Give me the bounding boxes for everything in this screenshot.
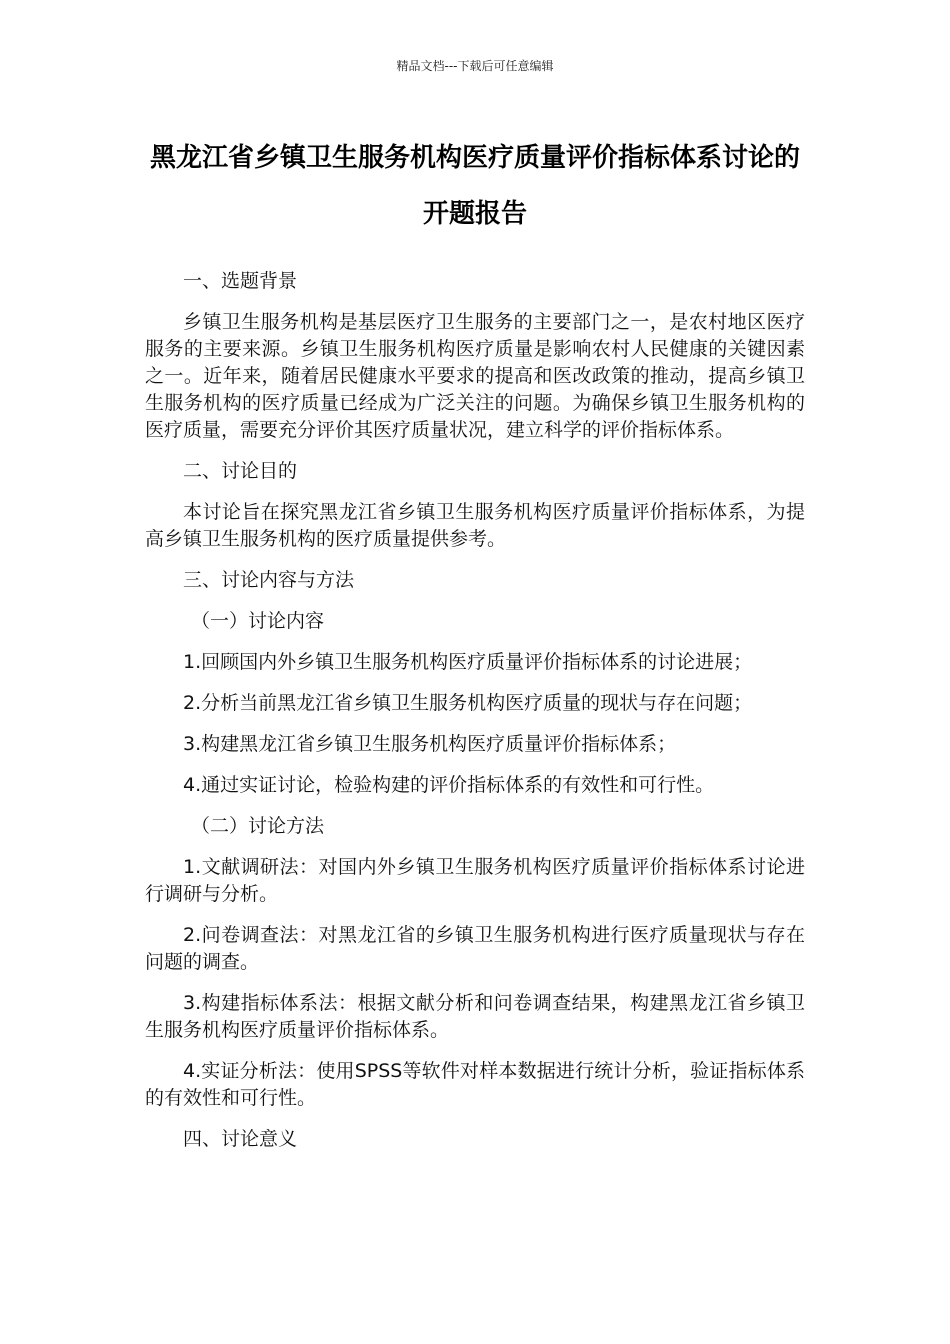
content-item: 3.构建黑龙江省乡镇卫生服务机构医疗质量评价指标体系； bbox=[183, 733, 677, 755]
subheading-methods: （二）讨论方法 bbox=[191, 815, 325, 837]
section-heading-content-methods: 三、讨论内容与方法 bbox=[183, 569, 355, 591]
method-item: 1.文献调研法：对国内外乡镇卫生服务机构医疗质量评价指标体系讨论进行调研与分析。 bbox=[145, 856, 805, 905]
document-title: 黑龙江省乡镇卫生服务机构医疗质量评价指标体系讨论的开题报告 bbox=[149, 143, 800, 229]
method-item: 2.问卷调查法：对黑龙江省的乡镇卫生服务机构进行医疗质量现状与存在问题的调查。 bbox=[145, 924, 805, 973]
section-heading-purpose: 二、讨论目的 bbox=[183, 460, 298, 482]
content-item: 1.回顾国内外乡镇卫生服务机构医疗质量评价指标体系的讨论进展； bbox=[183, 651, 753, 673]
header-note: 精品文档---下载后可任意编辑 bbox=[396, 59, 554, 73]
purpose-paragraph: 本讨论旨在探究黑龙江省乡镇卫生服务机构医疗质量评价指标体系，为提高乡镇卫生服务机构的医疗质量提供参考。 bbox=[145, 501, 805, 550]
method-item: 4.实证分析法：使用SPSS等软件对样本数据进行统计分析，验证指标体系的有效性和可行性。 bbox=[145, 1060, 805, 1109]
content-item: 2.分析当前黑龙江省乡镇卫生服务机构医疗质量的现状与存在问题； bbox=[183, 692, 753, 714]
section-heading-significance: 四、讨论意义 bbox=[183, 1128, 298, 1150]
document-body bbox=[145, 268, 805, 1167]
section-heading-background: 一、选题背景 bbox=[183, 270, 298, 292]
subheading-content: （一）讨论内容 bbox=[191, 610, 325, 632]
content-item: 4.通过实证讨论，检验构建的评价指标体系的有效性和可行性。 bbox=[183, 774, 715, 796]
background-paragraph: 乡镇卫生服务机构是基层医疗卫生服务的主要部门之一，是农村地区医疗服务的主要来源。乡镇卫生服务机构医疗质量是影响农村人民健康的关键因素之一。近年来，随着居民健康水平要求的提高和医改政策的推动，提高乡镇卫生服务机构的医疗质量已经成为广泛关注的问题。为确保乡镇卫生服务机构的医疗质量，需要充分评价其医疗质量状况，建立科学的评价指标体系。 bbox=[145, 311, 805, 441]
method-item: 3.构建指标体系法：根据文献分析和问卷调查结果，构建黑龙江省乡镇卫生服务机构医疗质量评价指标体系。 bbox=[145, 992, 805, 1041]
